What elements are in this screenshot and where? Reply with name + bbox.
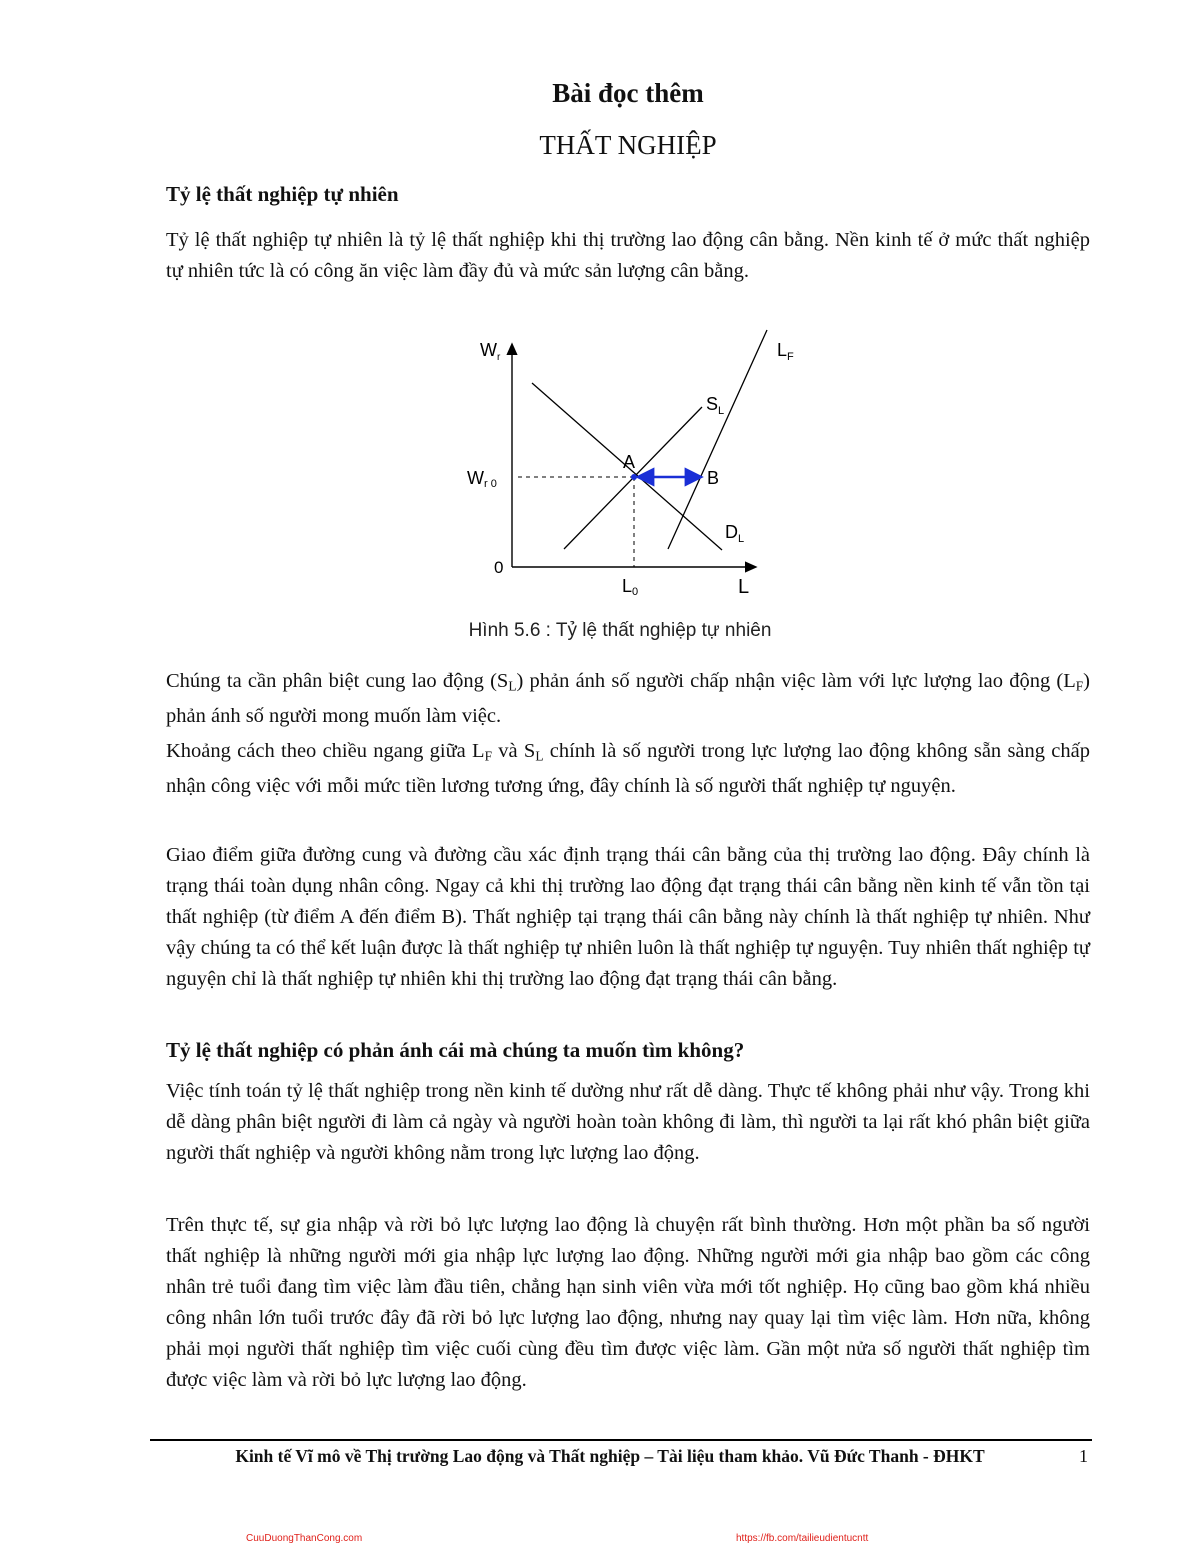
labor-force-label: $L_F$	[777, 340, 794, 363]
paragraph-measurement: Việc tính toán tỷ lệ thất nghiệp trong nền kinh tế dường như rất dễ dàng. Thực tế không phải như vậy. Trong khi dễ dàng phân biệt người đi làm cả ngày và người hoàn toàn không đi làm, thì người ta lại rất khó phân biệt giữa người thất nghiệp và người không nằm trong lực lượng lao động.	[166, 1080, 1090, 1164]
footer-divider	[150, 1439, 1092, 1441]
page-title: Bài đọc thêm	[552, 78, 704, 108]
footer-text: Kinh tế Vĩ mô về Thị trường Lao động và Thất nghiệp – Tài liệu tham khảo. Vũ Đức Thanh - ĐHKT	[235, 1446, 985, 1466]
section-heading-natural-rate: Tỷ lệ thất nghiệp tự nhiên	[166, 182, 399, 206]
quantity-label: L0	[622, 576, 639, 598]
paragraph-horizontal-gap: Khoảng cách theo chiều ngang giữa $L_F$ và $S_L$ chính là số người trong lực lượng lao động không sẵn sàng chấp nhận công việc với mỗi mức tiền lương tương ứng, đây chính là số người thất nghiệp tự nguyện.	[166, 740, 1091, 798]
supply-label: $S_L$	[706, 394, 725, 417]
page-number: 1	[1079, 1446, 1088, 1466]
equilibrium-point	[631, 474, 637, 480]
x-axis-label: L	[738, 576, 750, 598]
point-b-label: B	[707, 468, 720, 488]
page-subtitle: THẤT NGHIỆP	[539, 130, 717, 160]
labor-force-curve	[668, 330, 767, 549]
point-a-label: A	[623, 452, 636, 472]
intro-paragraph: Tỷ lệ thất nghiệp tự nhiên là tỷ lệ thất nghiệp khi thị trường lao động cân bằng. Nền kinh tế ở mức thất nghiệp tự nhiên tức là có công ăn việc làm đầy đủ và mức sản lượng cân bằng.	[166, 229, 1090, 282]
figure-caption: Hình 5.6 : Tỷ lệ thất nghiệp tự nhiên	[468, 620, 772, 641]
paragraph-equilibrium: Giao điểm giữa đường cung và đường cầu xác định trạng thái cân bằng của thị trường lao động. Đây chính là trạng thái toàn dụng nhân công. Ngay cả khi thị trường lao động đạt trạng thái cân bằng nền kinh tế vẫn tồn tại thất nghiệp (từ điểm A đến điểm B). Thất nghiệp tại trạng thái cân bằng này chính là thất nghiệp tự nhiên. Như vậy chúng ta có thể kết luận được là thất nghiệp tự nhiên luôn là thất nghiệp tự nguyện. Tuy nhiên thất nghiệp tự nguyện chỉ là thất nghiệp tự nhiên khi thị trường lao động đạt trạng thái cân bằng.	[166, 844, 1090, 990]
site-link-left[interactable]: CuuDuongThanCong.com	[246, 1533, 363, 1544]
labor-market-diagram	[440, 320, 820, 610]
paragraph-supply-vs-labor-force: Chúng ta cần phân biệt cung lao động $(S_L)$ phản ánh số người chấp nhận việc làm với lực lượng lao động $(L_F)$ phản ánh số người mong muốn làm việc.	[166, 670, 1090, 728]
demand-label: $D_L$	[725, 522, 745, 545]
paragraph-entry-exit: Trên thực tế, sự gia nhập và rời bỏ lực lượng lao động là chuyện rất bình thường. Hơn một phần ba số người thất nghiệp là những người mới gia nhập lực lượng lao động. Những người mới gia nhập bao gồm các công nhân trẻ tuổi đang tìm việc làm đầu tiên, chẳng hạn sinh viên vừa mới tốt nghiệp. Họ cũng bao gồm khá nhiều công nhân lớn tuổi trước đây đã rời bỏ lực lượng lao động, nhưng nay quay lại tìm việc làm. Hơn nữa, không phải mọi người thất nghiệp tìm việc cuối cùng đều tìm được việc làm. Gần một nửa số người thất nghiệp tìm được việc làm và rời bỏ lực lượng lao động.	[166, 1214, 1090, 1391]
section-heading-measurement: Tỷ lệ thất nghiệp có phản ánh cái mà chúng ta muốn tìm không?	[166, 1038, 745, 1062]
wage-label: Wr 0	[467, 468, 497, 490]
origin-label: 0	[494, 558, 504, 577]
y-axis-label: $W_r$	[480, 340, 501, 363]
site-link-right[interactable]: https://fb.com/tailieudientucntt	[736, 1533, 869, 1544]
